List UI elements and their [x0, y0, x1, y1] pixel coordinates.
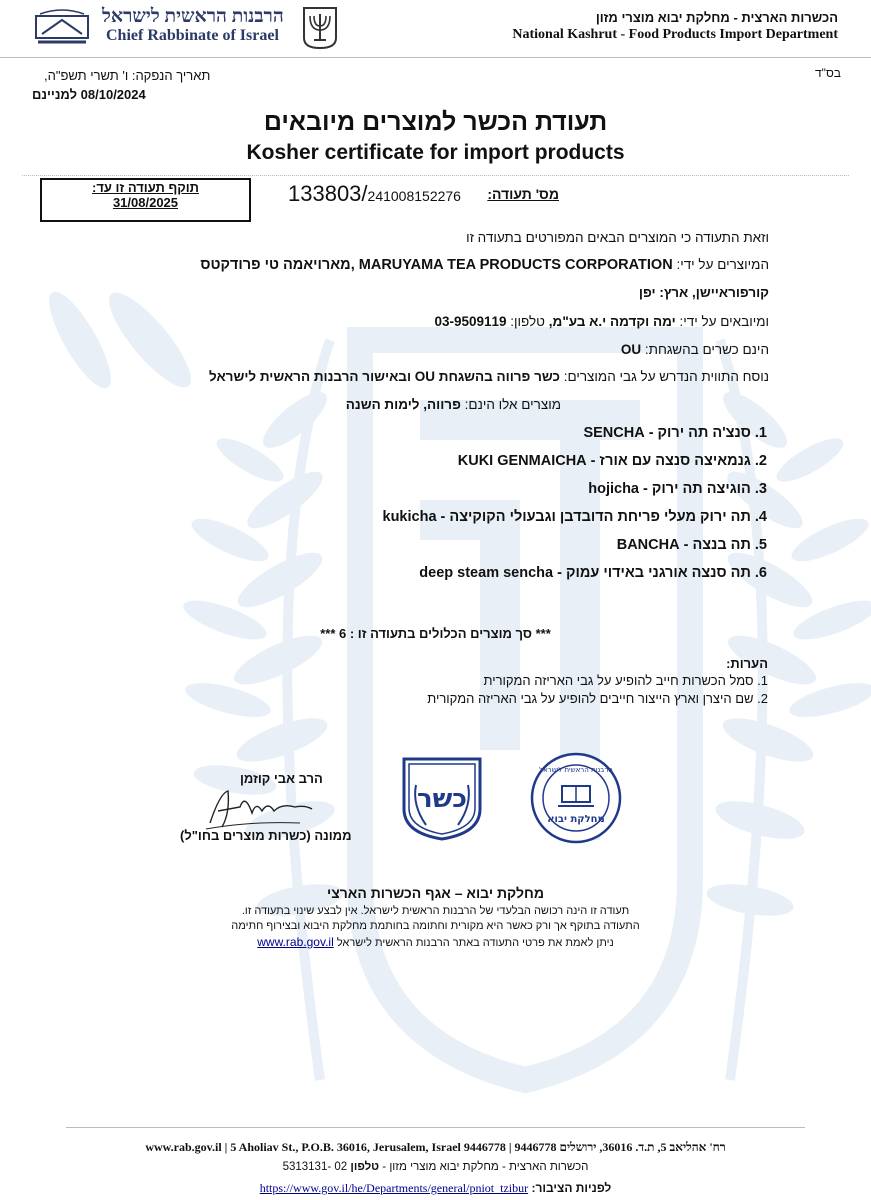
label-text-line — [209, 369, 769, 384]
importer-label: ומיובאים על ידי: — [679, 314, 769, 329]
importer-line — [434, 314, 769, 329]
certificate-title-hebrew: תעודת הכשר למוצרים מיובאים — [263, 108, 608, 136]
note-item: 2. שם היצרן וארץ הייצור חייבים להופיע על גבי האריזה המקורית — [427, 691, 768, 706]
rabbinate-logo-icon — [32, 6, 92, 46]
manufacturer-label: המיוצרים על ידי: — [676, 257, 769, 272]
header-divider — [0, 57, 871, 58]
validity-label: תוקף תעודה זו עד: — [92, 180, 199, 195]
intro-text: וזאת התעודה כי המוצרים הבאים המפורטים בתעודה זו — [466, 230, 769, 245]
importer-phone-label: טלפון: — [510, 314, 545, 329]
product-item: 2. גנמאיצה סנצה עם אורז - KUKI GENMAICHA — [457, 453, 767, 469]
supervision-value: OU — [620, 342, 642, 357]
public-inquiries-label: לפניות הציבור: — [531, 1181, 612, 1195]
certificate-number-sub: 241008152276 — [367, 188, 461, 204]
notes-heading: הערות: — [726, 656, 768, 671]
product-item: 1. סנצ'ה תה ירוק - SENCHA — [583, 425, 767, 441]
title-divider — [22, 175, 849, 177]
certificate-number — [288, 181, 461, 207]
kosher-seal-icon — [398, 755, 486, 841]
importer-name: ימה וקדמה י.א בע"מ, — [548, 314, 676, 329]
manufacturer-country: קורפוראיישן, ארץ: יפן — [638, 285, 769, 300]
certificate-number-label: מס' תעודה: — [487, 186, 559, 202]
department-stamp-icon — [530, 752, 622, 844]
kosher-seal-text: כשר — [416, 784, 468, 814]
handwritten-signature — [200, 783, 320, 833]
label-text-label: נוסח התווית הנדרש על גבי המוצרים: — [563, 369, 769, 384]
footer-line-1: תעודה זו הינה רכושה הבלעדי של הרבנות הראשית לישראל. אין לבצע שינוי בתעודה זו. — [241, 905, 630, 917]
product-item: 4. תה ירוק מעלי פריחת הדובדבן וגבעולי הקוקיצה - kukicha — [382, 509, 767, 525]
issue-date-gregorian: 08/10/2024 למניינם — [32, 87, 146, 102]
manufacturer-name: MARUYAMA TEA PRODUCTS CORPORATION ,מארויאמה טי פרודקטס — [200, 257, 673, 273]
contact-phone-label: טלפון — [350, 1161, 380, 1173]
certificate-number-main: 133803/ — [288, 181, 368, 206]
department-name-english: National Kashrut - Food Products Import Department — [512, 27, 838, 42]
product-total: *** סך מוצרים הכלולים בתעודה זו : 6 *** — [320, 626, 551, 641]
department-name-hebrew: הכשרות הארצית - מחלקת יבוא מוצרי מזון — [595, 10, 838, 25]
contact-phone-line — [0, 1161, 871, 1173]
manufacturer-line — [200, 257, 769, 273]
note-item: 1. סמל הכשרות חייב להופיע על גבי האריזה המקורית — [483, 673, 768, 688]
footer-line-2: התעודה בתוקף אך ורק כאשר היא מקורית וחתומה בחותמת מחלקת היבוא ובצירוף חתימה — [231, 920, 640, 932]
menorah-emblem-icon — [300, 4, 340, 50]
product-item: 3. הוגיצה תה ירוק - hojicha — [588, 481, 767, 497]
footer-verify-text: ניתן לאמת את פרטי התעודה באתר הרבנות הראשית לישראל — [336, 937, 614, 949]
department-stamp-ring-text: הרבנות הראשית לישראל — [539, 766, 613, 774]
issue-date-hebrew: תאריך הנפקה: ו' תשרי תשפ"ה, — [44, 68, 211, 83]
rabbinate-name-hebrew: הרבנות הראשית לישראל — [102, 6, 284, 27]
signatory-name: הרב אבי קוזמן — [240, 771, 323, 786]
supervision-label: הינם כשרים בהשגחת: — [644, 342, 769, 357]
contact-address: www.rab.gov.il | 5 Aholiav St., P.O.B. 36016, Jerusalem, Israel 9446778 | 9446778 רח' אהליאב 5, ת.ד. 36016, ירושלים — [145, 1140, 726, 1154]
status-label: מוצרים אלו הינם: — [464, 397, 561, 412]
rab-website-link[interactable]: www.rab.gov.il — [257, 935, 334, 949]
public-inquiries-link[interactable]: https://www.gov.il/he/Departments/general/pniot_tzibur — [259, 1181, 529, 1195]
validity-date: 31/08/2025 — [112, 195, 179, 210]
department-stamp-label: מחלקת יבוא — [547, 814, 605, 825]
footer-line-3 — [0, 935, 871, 949]
public-inquiries-line — [0, 1181, 871, 1196]
certificate-title-english: Kosher certificate for import products — [246, 141, 625, 164]
status-line — [346, 397, 561, 412]
signatory-title: ממונה (כשרות מוצרים בחו"ל) — [180, 828, 352, 843]
footer-department: מחלקת יבוא – אגף הכשרות הארצי — [326, 885, 545, 901]
bsd-mark: בס"ד — [815, 66, 841, 80]
validity-box — [40, 178, 251, 222]
footer-divider — [66, 1127, 805, 1128]
importer-phone: 03-9509119 — [434, 314, 507, 329]
rabbinate-name-english: Chief Rabbinate of Israel — [106, 27, 279, 44]
contact-dept: הכשרות הארצית - מחלקת יבוא מוצרי מזון - — [382, 1161, 589, 1173]
label-text-value: כשר פרווה בהשגחת OU ובאישור הרבנות הראשית לישראל — [209, 369, 560, 384]
product-item: 5. תה בנצה - BANCHA — [616, 537, 767, 553]
supervision-line — [621, 342, 769, 357]
contact-phone: 02 -5313131 — [282, 1161, 348, 1173]
product-item: 6. תה סנצה אורגני באידוי עמוק - deep steam sencha — [419, 565, 767, 581]
status-value: פרווה, לימות השנה — [345, 397, 461, 412]
